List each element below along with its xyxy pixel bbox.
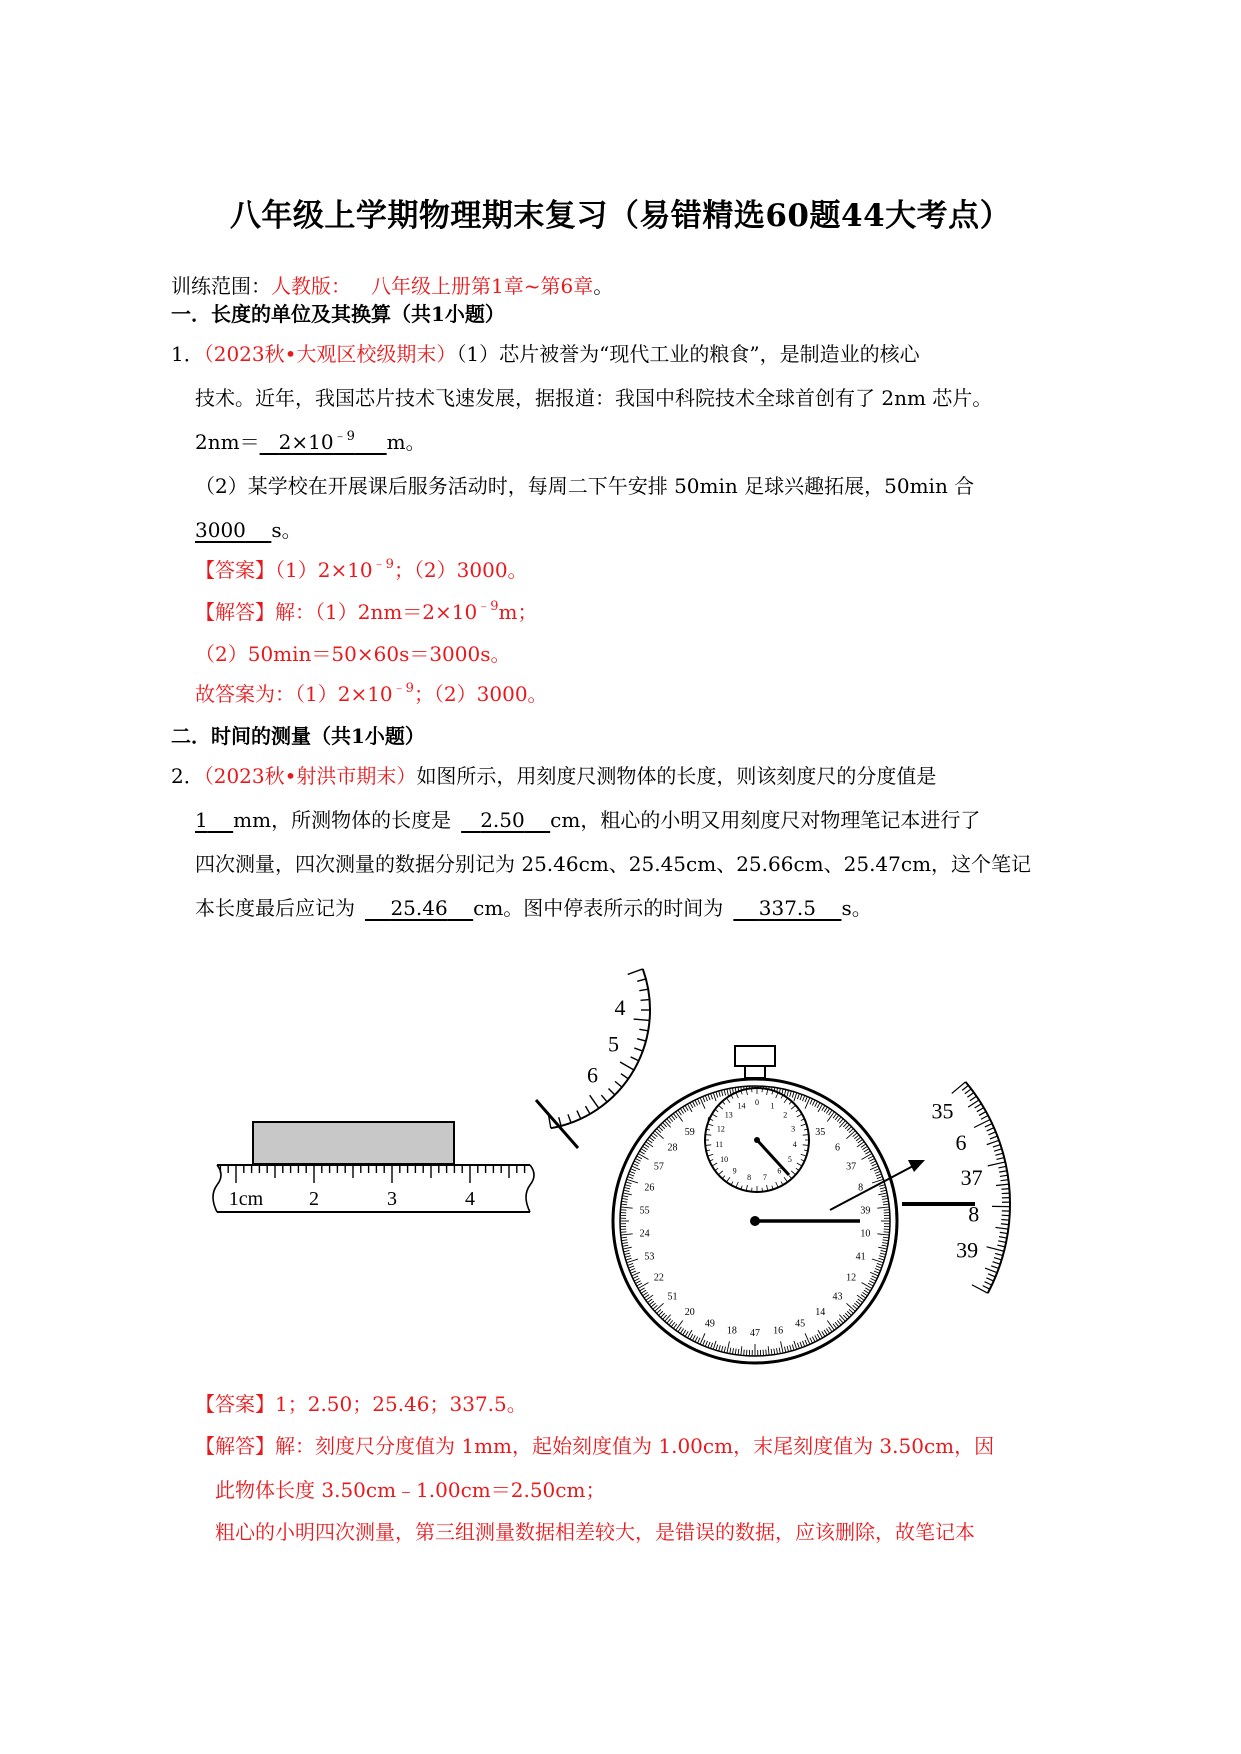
outer-dial-label: 24 [639, 1228, 650, 1240]
right-zoom-tick [985, 1268, 997, 1273]
right-zoom-tick [988, 1274, 995, 1277]
q2-answer: 【答案】1；2.50；25.46；337.5。 [195, 1392, 527, 1416]
q2-solution-3: 粗心的小明四次测量，第三组测量数据相差较大，是错误的数据，应该删除，故笔记本 [215, 1520, 975, 1544]
scope-label: 训练范围： [171, 274, 271, 298]
right-zoom-tick [972, 1285, 988, 1293]
outer-tick [620, 1232, 626, 1233]
q2-blank-3: 25.46 [390, 896, 448, 920]
page-title: 八年级上学期物理期末复习（易错精选60题44大考点） [229, 198, 1012, 234]
right-zoom-label: 6 [955, 1130, 967, 1156]
q1-conclusion: 故答案为：$(1)2\times 10^{﹣9}$；（2）3000。 [195, 681, 548, 706]
outer-dial-label: 10 [860, 1228, 871, 1240]
outer-dial-label: 45 [795, 1318, 806, 1330]
outer-dial-label: 8 [858, 1182, 864, 1194]
right-zoom-tick [952, 1082, 966, 1094]
left-zoom-tick [621, 1074, 628, 1079]
outer-dial-label: 22 [653, 1272, 664, 1284]
outer-tick [620, 1210, 626, 1211]
left-zoom-dial [536, 969, 650, 1148]
right-zoom-tick [988, 1132, 995, 1135]
right-zoom-tick [967, 1093, 973, 1098]
q1-text-3b: m。 [386, 430, 426, 454]
scope-value-2: 八年级上册第1章~第6章 [371, 274, 594, 298]
right-zoom-tick [988, 1162, 1006, 1166]
left-zoom-label: 5 [607, 1031, 619, 1057]
q1-answer: 【答案】$(1)2\times 10^{﹣9}$；（2）3000。 [195, 557, 528, 582]
outer-tick [744, 1350, 745, 1356]
outer-dial-label: 12 [846, 1272, 857, 1284]
q1-solution: 【解答】解：$(1)2nm=2\times 10^{﹣9}m$； [195, 599, 538, 624]
right-zoom-tick [987, 1247, 1004, 1251]
q2-blank-2: 2.50 [480, 808, 525, 832]
ruler-label: 3 [387, 1188, 397, 1210]
left-zoom-tick [590, 1095, 599, 1108]
right-zoom-tick [986, 1278, 993, 1281]
inner-dial-label: 7 [762, 1173, 767, 1183]
section-2-heading: 二．时间的测量（共1小题） [171, 724, 425, 748]
outer-dial-label: 51 [667, 1291, 678, 1303]
section-1-heading: 一．长度的单位及其换算（共1小题） [171, 302, 505, 326]
q2-blank-1: 1 [195, 808, 208, 832]
left-zoom-tick [634, 1019, 650, 1020]
outer-dial-label: 16 [773, 1325, 784, 1337]
right-zoom-label: 35 [931, 1098, 954, 1124]
q2-line-2: 1 mm，所测物体的长度是 2.50 cm，粗心的小明又用刻度尺对物理笔记本进行了 [195, 808, 981, 832]
right-zoom-tick [977, 1108, 984, 1112]
q2-line-3: 四次测量，四次测量的数据分别记为 25.46cm、25.45cm、25.66cm、25.47cm，这个笔记 [195, 852, 1032, 876]
outer-dial-label: 35 [815, 1127, 826, 1139]
outer-dial-label: 28 [667, 1142, 678, 1154]
inner-dial-label: 9 [732, 1166, 737, 1176]
inner-dial-label: 4 [792, 1139, 797, 1149]
left-zoom-tick [637, 979, 646, 981]
ruler-labels [229, 1188, 475, 1210]
inner-dial-label: 2 [783, 1110, 788, 1120]
inner-dial-label: 6 [777, 1166, 782, 1176]
stopwatch [613, 1046, 897, 1363]
q1-blank-2: 3000 [195, 518, 246, 542]
inner-dial-label: 13 [724, 1110, 733, 1120]
right-zoom-tick [994, 1258, 1002, 1260]
q1-text-1: （1）芯片被誉为“现代工业的粮食”，是制造业的核心 [456, 342, 920, 366]
outer-dial-label: 49 [704, 1318, 715, 1330]
right-zoom-tick [999, 1171, 1007, 1172]
inner-dial-label: 8 [747, 1173, 752, 1183]
right-zoom-tick [987, 1140, 999, 1144]
outer-tick [766, 1350, 767, 1356]
inner-dial-label: 14 [737, 1101, 746, 1111]
right-zoom-tick [1000, 1232, 1008, 1233]
right-zoom-tick [985, 1282, 992, 1285]
left-zoom-tick [615, 1081, 622, 1087]
left-zoom-tick [637, 1039, 646, 1041]
left-zoom-label: 6 [587, 1062, 599, 1088]
ruler-label: 2 [309, 1188, 319, 1210]
right-zoom-tick [996, 1184, 1009, 1185]
right-zoom-tick [994, 1149, 1002, 1151]
right-zoom-tick [993, 1262, 1001, 1265]
q2-line-4: 本长度最后应记为 25.46 cm。图中停表所示的时间为 337.5 s。 [195, 896, 872, 920]
q2-number: 2． [171, 764, 204, 788]
right-zoom-tick [993, 1145, 1001, 1148]
right-zoom-tick [1001, 1180, 1009, 1181]
q1-line-2: 技术。近年，我国芯片技术飞速发展，据报道：我国中科院技术全球首创有了 2nm 芯片。 [195, 386, 993, 410]
outer-dial-label: 47 [750, 1328, 760, 1339]
right-zoom-tick [999, 1237, 1007, 1238]
ruler-ticks [220, 1165, 524, 1183]
q2-solution-2: 此物体长度 3.50cm﹣1.00cm＝2.50cm； [215, 1478, 606, 1502]
q2-solution: 【解答】解：刻度尺分度值为 1mm，起始刻度值为 1.00cm，末尾刻度值为 3.50cm，因 [195, 1434, 995, 1458]
right-zoom-tick [995, 1227, 1008, 1229]
outer-dial-label: 59 [684, 1127, 695, 1139]
q1-text-5: s。 [271, 518, 302, 542]
right-zoom-tick [975, 1104, 982, 1108]
q2-blank-4: 337.5 [758, 896, 817, 920]
inner-dial-label: 12 [716, 1124, 725, 1134]
left-zoom-tick [639, 989, 648, 991]
scope-value-1: 人教版： [271, 274, 351, 298]
right-zoom-tick [979, 1112, 986, 1116]
left-zoom-tick [568, 1114, 571, 1122]
right-zoom-tick [1000, 1175, 1008, 1176]
outer-dial-label: 43 [832, 1291, 843, 1303]
right-zoom-tick [995, 1153, 1003, 1155]
right-zoom-tick [998, 1241, 1006, 1243]
right-zoom-tick [991, 1266, 999, 1269]
right-zoom-tick [1001, 1224, 1009, 1225]
inner-dial-label: 3 [791, 1124, 796, 1134]
ruler-figure [213, 1122, 534, 1212]
ruler-label: 4 [465, 1188, 475, 1210]
right-zoom-tick [985, 1124, 992, 1127]
q1-source: （2023秋•大观区校级期末） [203, 342, 457, 366]
outer-dial-label: 26 [644, 1182, 655, 1194]
right-zoom-tick [987, 1128, 994, 1131]
left-zoom-tick [631, 1057, 639, 1061]
right-zoom-tick [995, 1253, 1003, 1255]
outer-dial-label: 6 [834, 1142, 840, 1154]
outer-dial-label: 37 [846, 1161, 857, 1173]
left-zoom-tick [608, 1088, 614, 1094]
q2-solution-label: 【解答】 [195, 1434, 275, 1458]
left-zoom-tick [620, 1062, 634, 1070]
outer-dial-label: 14 [815, 1306, 826, 1318]
left-zoom-tick [641, 1000, 650, 1001]
left-zoom-tick [577, 1111, 581, 1119]
outer-dial-label: 20 [684, 1306, 695, 1318]
right-zoom-tick [997, 1245, 1005, 1247]
left-zoom-pointer [536, 1100, 578, 1148]
outer-dial-label: 53 [644, 1251, 655, 1263]
right-zoom-label: 8 [968, 1201, 980, 1227]
q2-answer-label: 【答案】 [195, 1392, 275, 1416]
right-zoom-tick [983, 1286, 990, 1290]
q1-number: 1． [171, 342, 204, 366]
outer-dial-label: 55 [639, 1205, 650, 1217]
right-zoom-tick [981, 1116, 988, 1120]
inner-dial-label: 10 [720, 1155, 729, 1164]
outer-dial-label: 18 [726, 1325, 737, 1337]
left-zoom-tick [639, 1029, 648, 1031]
right-zoom-tick [1001, 1189, 1009, 1190]
scope-end: 。 [593, 274, 614, 298]
outer-dial-label: 39 [860, 1205, 871, 1217]
right-zoom-tick [974, 1120, 990, 1128]
left-zoom-tick [628, 969, 643, 974]
q1-blank-1: $2\times 10^{﹣9}$ [278, 429, 355, 454]
inner-dial-label: 0 [755, 1098, 759, 1107]
q1-solution-2: （2）50min＝50×60s＝3000s。 [195, 642, 511, 666]
ruler-label: 1cm [228, 1188, 264, 1210]
q1-solution-label: 【解答】 [195, 600, 275, 624]
outer-tick [884, 1210, 890, 1211]
outer-tick [884, 1232, 890, 1233]
inner-dial-label: 11 [715, 1139, 724, 1149]
inner-dial-label: 1 [770, 1101, 775, 1111]
q1-answer-label: 【答案】 [195, 558, 275, 582]
left-zoom-label: 4 [614, 994, 626, 1020]
outer-dial-label: 41 [855, 1251, 866, 1263]
right-zoom-label: 37 [960, 1165, 983, 1191]
right-zoom-dial [902, 1082, 1010, 1293]
inner-dial-label: 5 [787, 1155, 792, 1164]
left-zoom-tick [601, 1095, 607, 1102]
right-zoom-tick [998, 1166, 1006, 1168]
left-zoom-tick [634, 1048, 642, 1051]
right-zoom-tick [962, 1085, 968, 1090]
right-zoom-tick [970, 1096, 977, 1101]
right-zoom-tick [1001, 1219, 1009, 1220]
q1-line-4: （2）某学校在开展课后服务活动时，每周二下午安排 50min 足球兴趣拓展，50min 合 [195, 474, 975, 498]
right-zoom-label: 39 [956, 1237, 979, 1263]
q2-text-1: 如图所示，用刻度尺测物体的长度，则该刻度尺的分度值是 [416, 764, 937, 788]
outer-dial-label: 57 [653, 1161, 664, 1173]
q2-source: （2023秋•射洪市期末） [203, 764, 417, 788]
left-zoom-tick [586, 1106, 591, 1114]
right-zoom-tick [990, 1136, 997, 1139]
q1-text-3a: 2nm＝ [195, 430, 260, 454]
right-zoom-tick [965, 1089, 971, 1094]
right-zoom-tick [996, 1158, 1004, 1160]
